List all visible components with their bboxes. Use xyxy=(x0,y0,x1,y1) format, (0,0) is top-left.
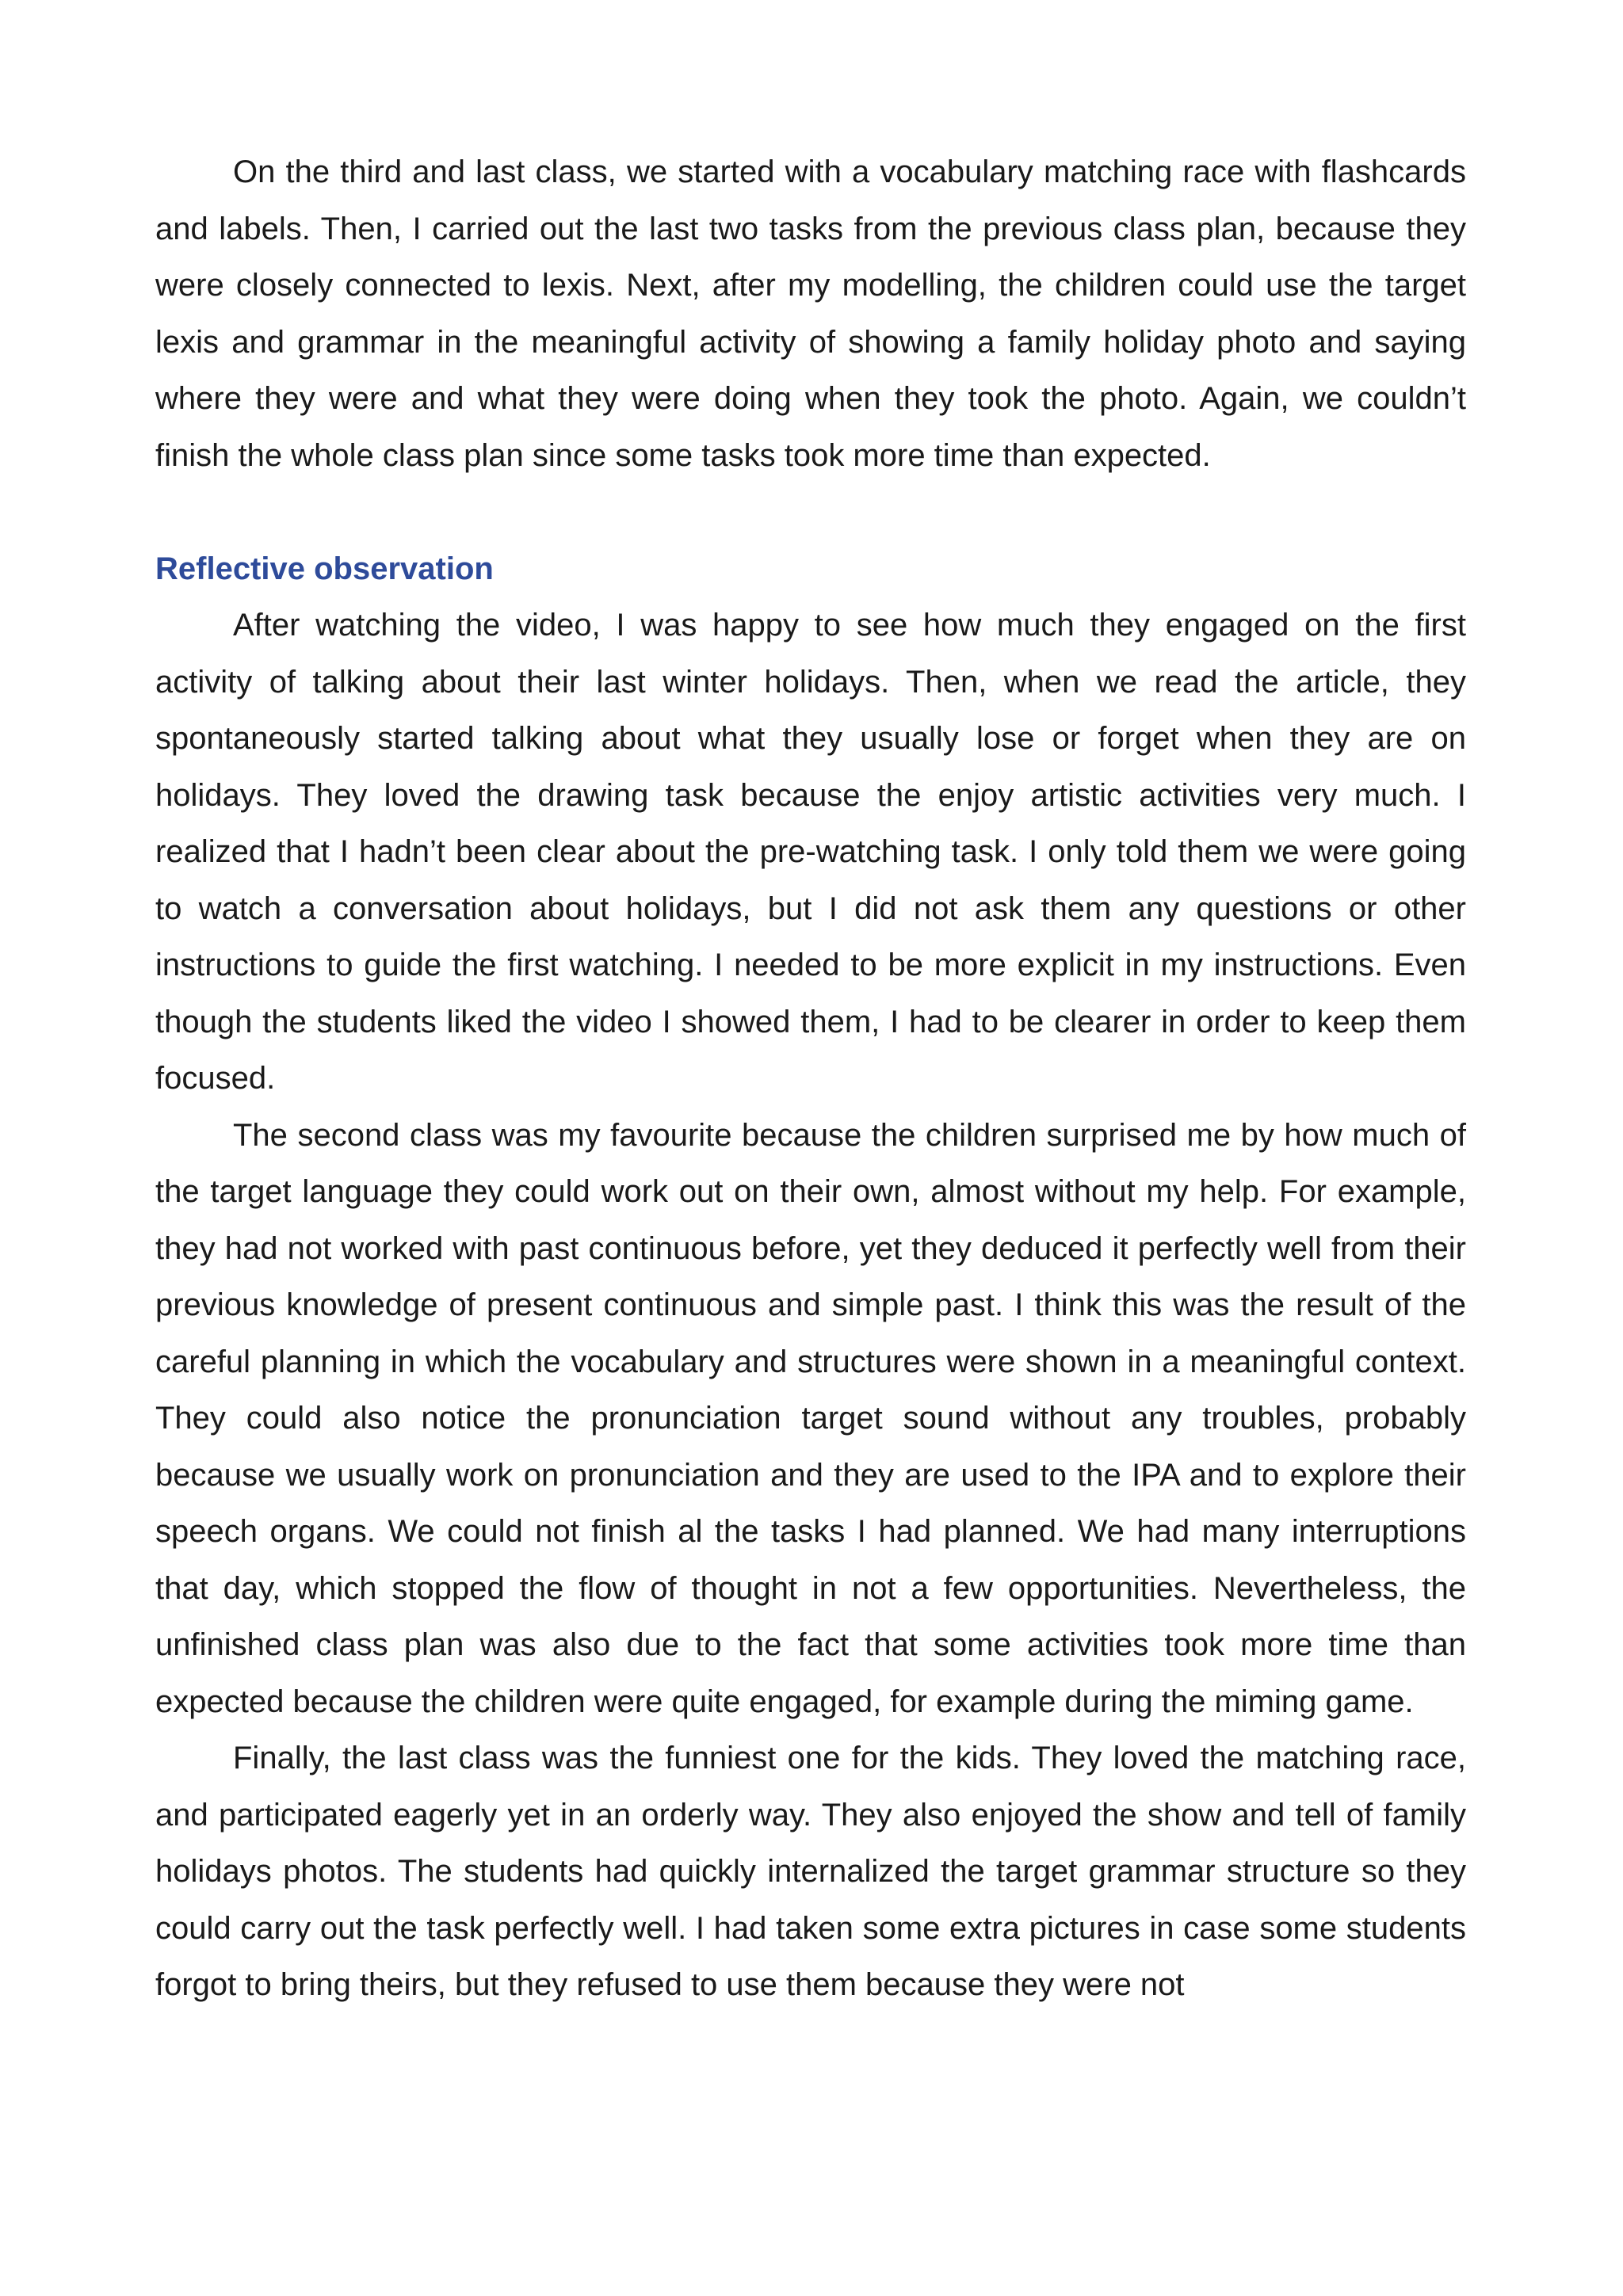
paragraph-last-class-reflection: Finally, the last class was the funniest one for the kids. They loved the matching race, and participated eagerly yet in an orderly way. They also enjoyed the show and tell of family holidays photos. The students had quickly internalized the target grammar structure so they could carry out the task perfectly well. I had taken some extra pictures in case some students forgot to bring theirs, but they refused to use them because they were not xyxy=(155,1741,1466,2002)
paragraph-third-class: On the third and last class, we started with a vocabulary matching race with flashcards and labels. Then, I carried out the last two tasks from the previous class plan, because they were closely connected to lexis. Next, after my modelling, the children could use the target lexis and grammar in the meaningful activity of showing a family holiday photo and saying where they were and what they were doing when they took the photo. Again, we couldn’t finish the whole class plan since some tasks took more time than expected. xyxy=(155,154,1466,473)
document-body xyxy=(155,144,1466,2014)
section-heading-reflective-observation: Reflective observation xyxy=(155,551,494,586)
paragraph-first-class-reflection: After watching the video, I was happy to see how much they engaged on the first activity of talking about their last winter holidays. Then, when we read the article, they spontaneously started talking about what they usually lose or forget when they are on holidays. They loved the drawing task because the enjoy artistic activities very much. I realized that I hadn’t been clear about the pre-watching task. I only told them we were going to watch a conversation about holidays, but I did not ask them any questions or other instructions to guide the first watching. I needed to be more explicit in my instructions. Even though the students liked the video I showed them, I had to be clearer in order to keep them focused. xyxy=(155,608,1466,1096)
paragraph-second-class-reflection: The second class was my favourite because the children surprised me by how much of the target language they could work out on their own, almost without my help. For example, they had not worked with past continuous before, yet they deduced it perfectly well from their previous knowledge of present continuous and simple past. I think this was the result of the careful planning in which the vocabulary and structures were shown in a meaningful context. They could also notice the pronunciation target sound without any troubles, probably because we usually work on pronunciation and they are used to the IPA and to explore their speech organs. We could not finish al the tasks I had planned. We had many interruptions that day, which stopped the flow of thought in not a few opportunities. Nevertheless, the unfinished class plan was also due to the fact that some activities took more time than expected because the children were quite engaged, for example during the miming game. xyxy=(155,1117,1466,1719)
